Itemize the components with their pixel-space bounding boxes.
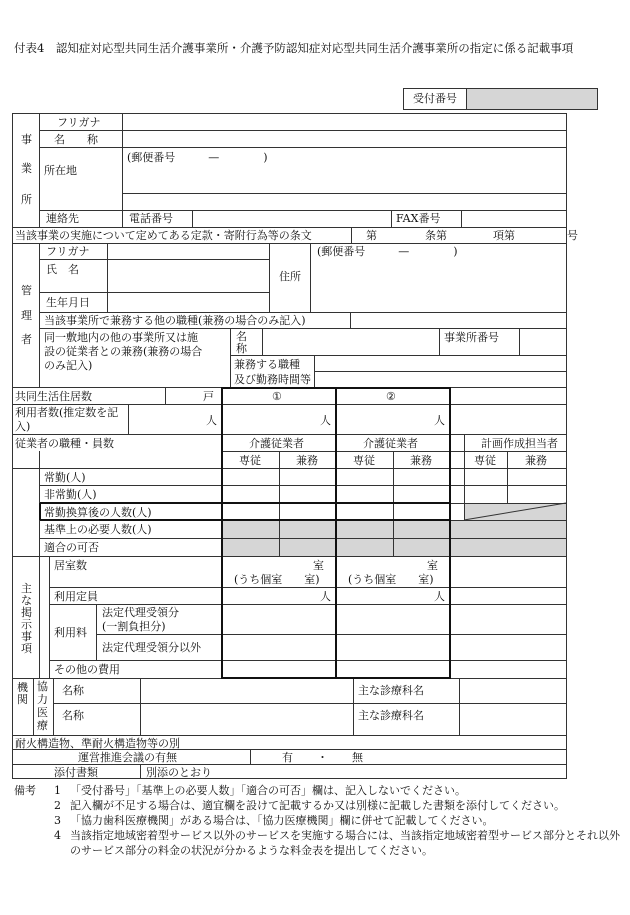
note-2-text: 記入欄が不足する場合は、適宜欄を設けて記載するか又は別様に記載した書類を添付してください。 [70,799,565,812]
staff-care-col1: 介護従業者 [249,437,304,450]
private-rooms-col2: (うち個室 室) [348,573,434,586]
manager-concurrent-other-line2: 設の従業者との兼務(兼務の場合 [44,345,203,358]
note-3-text: 「協力歯科医療機関」がある場合は、「協力医療機関」欄に併せて記載してください。 [70,814,494,827]
office-name-label: 名 称 [54,133,98,146]
manager-other-name-char-2: 称 [236,342,247,355]
users-label-line1: 利用者数(推定数を記 [15,406,119,419]
medical-name-1: 名称 [62,684,84,697]
staff-row-fulltime: 常勤(人) [44,471,86,484]
office-contact-label: 連絡先 [46,212,79,225]
fireproof-label: 耐火構造物、準耐火構造物等の別 [15,737,180,750]
other-fees-label: その他の費用 [54,663,120,676]
manager-other-name-char-1: 名 [236,330,247,343]
main-items-char-5: 事 [21,630,32,643]
statutory-other: 法定代理受領分以外 [102,641,201,654]
manager-section-char-1: 管 [21,284,32,297]
form-title: 付表4 認知症対応型共同生活介護事業所・介護予防認知症対応型共同生活介護事業所の指定に係る記載事項 [14,41,574,55]
staff-col2-duty: 兼務 [410,454,432,467]
main-items-char-6: 項 [21,642,32,655]
manager-section-char-2: 理 [21,309,32,322]
note-2-number: 2 [54,799,61,812]
articles-jo: 条第 [425,229,447,242]
medical-section-b-4: 療 [37,719,48,732]
staff-row-compliance: 適合の可否 [44,541,99,554]
council-no[interactable]: 無 [352,751,363,764]
main-items-char-3: 掲 [21,606,32,619]
office-postal-code[interactable]: (郵便番号 — ) [127,151,268,164]
statutory-line1: 法定代理受領分 [102,606,179,619]
users-suffix: 人 [206,414,217,427]
medical-section-b-3: 医 [37,706,48,719]
office-section-char-3: 所 [21,193,32,206]
manager-name-label: 氏 名 [46,263,79,276]
articles-ko: 項第 [493,229,515,242]
manager-concurrent-other-line3: のみ記入) [44,359,93,372]
manager-concurrent-other-line1: 同一敷地内の他の事業所又は施 [44,331,198,344]
attachments-label: 添付書類 [54,766,98,779]
office-phone-label: 電話番号 [129,212,173,225]
note-1-text: 「受付番号」「基準上の必要人数」「適合の可否」欄は、記入しないでください。 [70,784,466,797]
council-label: 運営推進会議の有無 [78,751,177,764]
notes [14,783,630,858]
note-2 [14,798,630,813]
manager-concurrent-same-label: 当該事業所で兼務する他の職種(兼務の場合のみ記入) [44,314,306,327]
staff-col1-fulltime: 専従 [239,454,261,467]
office-furigana-label: フリガナ [57,116,101,129]
units-label: 共同生活住居数 [15,390,92,403]
staff-care-col2: 介護従業者 [363,437,418,450]
note-3 [14,813,630,828]
staff-row-required: 基準上の必要人数(人) [44,523,152,536]
medical-section-b-1: 協 [37,680,48,693]
attachments-value: 別添のとおり [146,766,212,779]
manager-office-number-label: 事業所番号 [444,331,499,344]
rooms-col1-suffix: 室 [313,559,324,572]
note-4-number: 4 [54,829,61,842]
main-items-char-2: な [21,594,32,607]
manager-duty-line1: 兼務する職種 [234,358,300,371]
articles-dai: 第 [366,229,377,242]
medical-name-2: 名称 [62,709,84,722]
council-yes[interactable]: 有 [282,751,293,764]
main-items-char-1: 主 [21,582,32,595]
manager-furigana-label: フリガナ [46,245,90,258]
medical-section-b-2: 力 [37,693,48,706]
office-section-char-2: 業 [21,162,32,175]
manager-address-label: 住所 [279,270,301,283]
medical-section-a-2: 関 [17,693,28,706]
manager-duty-line2: 及び勤務時間等 [234,373,311,386]
office-fax-label: FAX番号 [396,212,441,225]
staff-row-fte: 常勤換算後の人数(人) [44,506,152,519]
staff-col3-duty: 兼務 [525,454,547,467]
note-3-number: 3 [54,814,61,827]
capacity-col1-suffix: 人 [320,590,331,603]
capacity-col2-suffix: 人 [434,590,445,603]
staff-col2-fulltime: 専従 [353,454,375,467]
manager-postal-code[interactable]: (郵便番号 — ) [317,245,458,258]
medical-section-a-1: 機 [17,681,28,694]
articles-go: 号 [567,229,578,242]
receipt-number-label: 受付番号 [404,89,467,109]
private-rooms-col1: (うち個室 室) [234,573,320,586]
manager-birth-label: 生年月日 [46,296,90,309]
staff-row-parttime: 非常勤(人) [44,488,97,501]
office-section-char-1: 事 [21,133,32,146]
manager-section-char-3: 者 [21,333,32,346]
users-label-line2: 入) [15,420,31,433]
users-col2-suffix: 人 [434,414,445,427]
council-dot: ・ [317,751,328,764]
rooms-col2-suffix: 室 [427,559,438,572]
units-suffix: 戸 [203,390,214,403]
staff-planner: 計画作成担当者 [481,437,558,450]
note-1-number: 1 [54,784,61,797]
note-4-text: 当該指定地域密着型サービス以外のサービスを実施する場合には、当該指定地域密着型サービス部分とそれ以外のサービス部分の料金の状況が分かるような料金表を提出してください。 [70,829,620,857]
staff-label: 従業者の職種・員数 [15,437,114,450]
unit-column-2: ② [386,390,396,403]
medical-dept-2: 主な診療科名 [358,709,424,722]
users-col1-suffix: 人 [320,414,331,427]
rooms-label: 居室数 [54,559,87,572]
medical-dept-1: 主な診療科名 [358,684,424,697]
note-4 [14,828,630,858]
staff-col1-duty: 兼務 [296,454,318,467]
articles-label: 当該事業の実施について定めてある定款・寄附行為等の条文 [15,229,312,242]
office-address-label: 所在地 [44,164,77,177]
statutory-line2: (一割負担分) [102,620,166,633]
fees-label: 利用料 [54,626,87,639]
capacity-label: 利用定員 [54,590,98,603]
unit-column-1: ① [272,390,282,403]
main-items-char-4: 示 [21,618,32,631]
notes-lead: 備考 [14,784,36,797]
note-1 [14,783,630,798]
staff-col3-fulltime: 専従 [474,454,496,467]
